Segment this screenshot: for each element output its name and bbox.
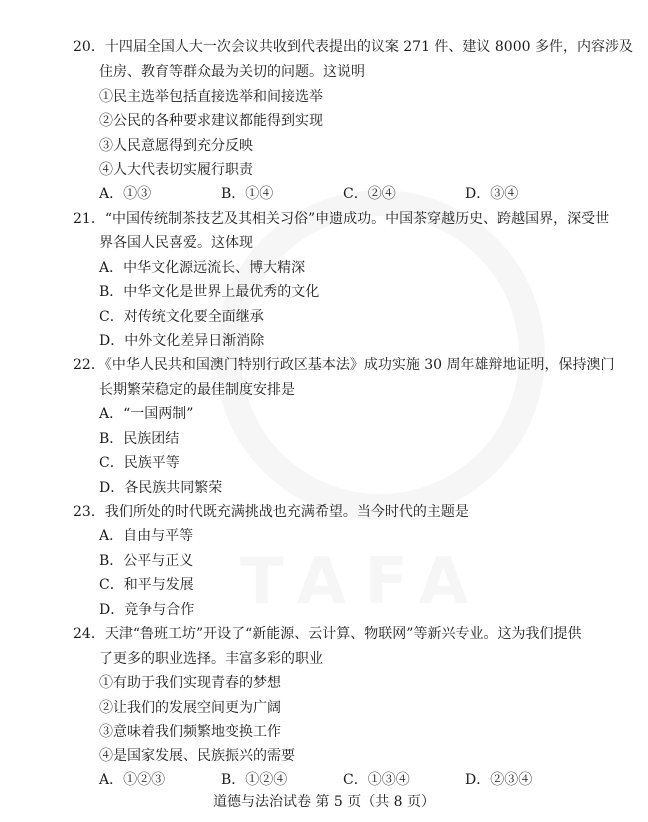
q20-choice-b: B．①④ [221, 186, 274, 202]
q24-choice-b: B．①②④ [221, 772, 288, 788]
q21-stem-line2: 界各国人民喜爱。这体现 [99, 235, 253, 251]
q20-statement-4: ④人大代表切实履行职责 [99, 162, 253, 178]
q22-option-c: C．民族平等 [99, 455, 180, 471]
q23-option-d: D．竞争与合作 [99, 602, 195, 618]
q22-option-d: D．各民族共同繁荣 [99, 480, 223, 496]
q20-statement-1: ①民主选举包括直接选举和间接选举 [99, 89, 323, 105]
q23-option-a: A．自由与平等 [99, 528, 194, 544]
q24-stem-line2: 了更多的职业选择。丰富多彩的职业 [99, 651, 323, 667]
q21-option-b: B．中华文化是世界上最优秀的文化 [99, 284, 320, 300]
q23-stem-line1: 23．我们所处的时代既充满挑战也充满希望。当今时代的主题是 [73, 504, 469, 520]
q22-option-b: B．民族团结 [99, 431, 180, 447]
q21-option-c: C．对传统文化要全面继承 [99, 309, 264, 325]
q20-choice-d: D．③④ [465, 186, 519, 202]
q21-stem-line1: 21．“中国传统制茶技艺及其相关习俗”申遗成功。中国茶穿越历史、跨越国界，深受世 [73, 211, 610, 227]
q24-statement-3: ③意味着我们频繁地变换工作 [99, 724, 281, 740]
q24-choice-d: D．②③④ [465, 772, 533, 788]
q24-stem-line1: 24．天津“鲁班工坊”开设了“新能源、云计算、物联网”等新兴专业。这为我们提供 [73, 626, 582, 642]
q21-option-d: D．中外文化差异日渐消除 [99, 333, 265, 349]
q20-statement-3: ③人民意愿得到充分反映 [99, 138, 253, 154]
q22-option-a: A．“一国两制” [99, 406, 194, 422]
q20-statement-2: ②公民的各种要求建议都能得到实现 [99, 113, 323, 129]
page-footer: 道德与法治试卷 第 5 页（共 8 页） [212, 794, 436, 810]
q23-option-c: C．和平与发展 [99, 577, 194, 593]
q20-stem-line1: 20．十四届全国人大一次会议共收到代表提出的议案 271 件、建议 8000 多件，内容涉及 [73, 39, 633, 55]
q24-choice-a: A．①②③ [99, 772, 166, 788]
q24-statement-2: ②让我们的发展空间更为广阔 [99, 700, 281, 716]
q24-statement-1: ①有助于我们实现青春的梦想 [99, 675, 281, 691]
q21-option-a: A．中华文化源远流长、博大精深 [99, 260, 306, 276]
q20-stem-line2: 住房、教育等群众最为关切的问题。这说明 [99, 64, 365, 80]
q20-choice-c: C．②④ [343, 186, 396, 202]
q22-stem-line1: 22．《中华人民共和国澳门特别行政区基本法》成功实施 30 周年雄辩地证明，保持澳门 [73, 357, 615, 373]
q24-statement-4: ④是国家发展、民族振兴的需要 [99, 748, 295, 764]
q23-option-b: B．公平与正义 [99, 553, 194, 569]
q20-choice-a: A．①③ [99, 186, 152, 202]
q24-choice-c: C．①③④ [343, 772, 410, 788]
q22-stem-line2: 长期繁荣稳定的最佳制度安排是 [99, 382, 295, 398]
